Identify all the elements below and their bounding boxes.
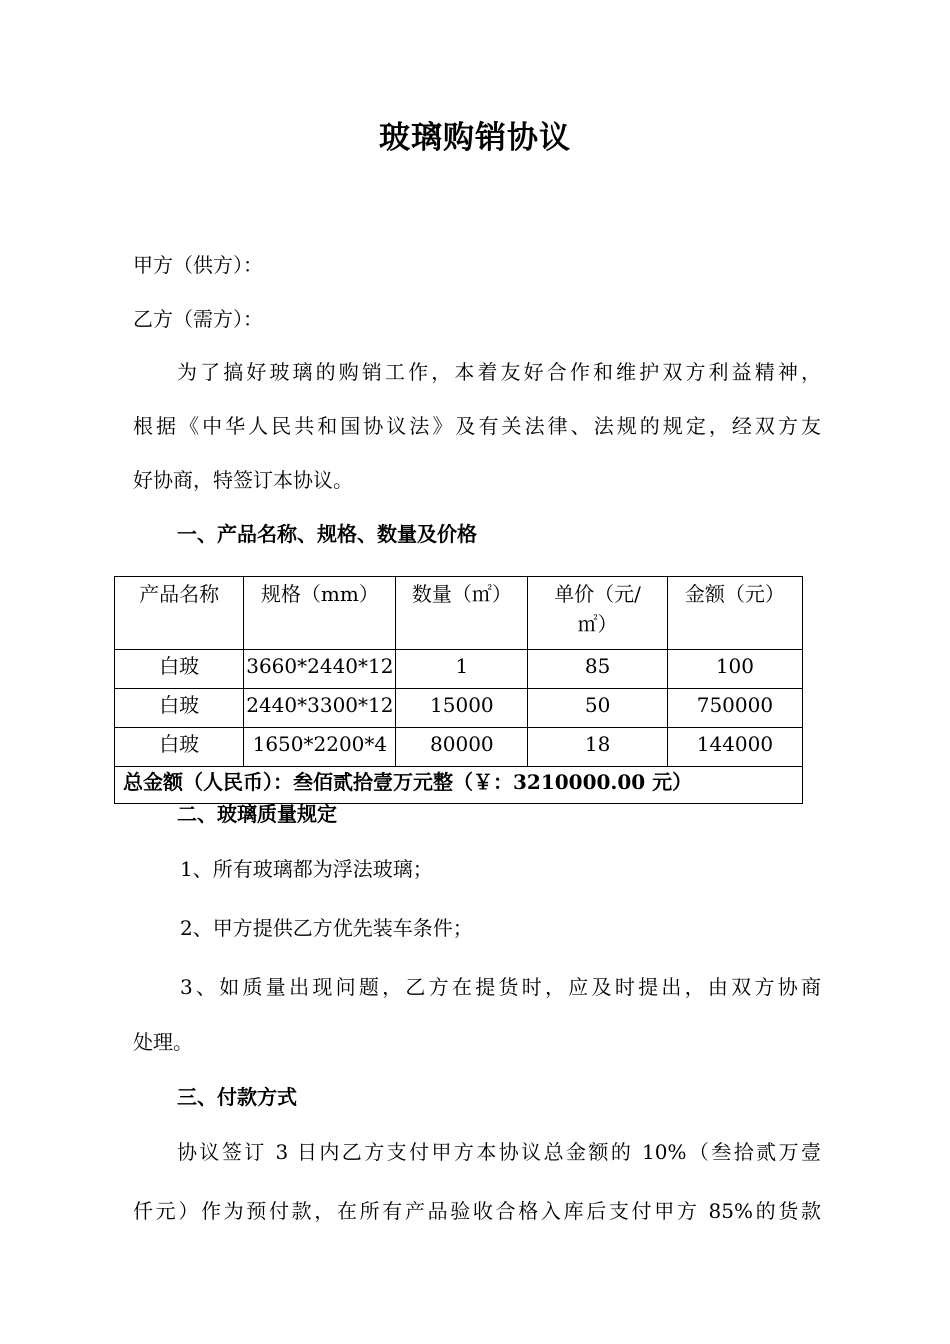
cell-product-name: 白玻 bbox=[115, 728, 244, 767]
cell-unit-price: 18 bbox=[528, 728, 667, 767]
product-table bbox=[114, 576, 803, 804]
cell-quantity: 80000 bbox=[396, 728, 528, 767]
table-header-row bbox=[115, 577, 803, 650]
intro-line-1: 为了搞好玻璃的购销工作，本着友好合作和维护双方利益精神， bbox=[177, 360, 821, 384]
header-quantity: 数量（㎡） bbox=[396, 577, 528, 650]
payment-line-1: 协议签订 3 日内乙方支付甲方本协议总金额的 10%（叁拾贰万壹 bbox=[177, 1140, 821, 1164]
quality-item-2: 2、甲方提供乙方优先装车条件； bbox=[180, 916, 473, 940]
cell-product-name: 白玻 bbox=[115, 689, 244, 728]
quality-item-3-line-2: 处理。 bbox=[133, 1030, 193, 1054]
payment-line-2: 仟元）作为预付款，在所有产品验收合格入库后支付甲方 85%的货款 bbox=[133, 1199, 821, 1223]
intro-line-3: 好协商，特签订本协议。 bbox=[133, 468, 353, 492]
table-row bbox=[115, 650, 803, 689]
table-total-row bbox=[115, 767, 803, 804]
cell-spec: 3660*2440*12 bbox=[244, 650, 396, 689]
section3-heading: 三、付款方式 bbox=[177, 1085, 297, 1109]
quality-item-3-line-1: 3、如质量出现问题，乙方在提货时，应及时提出，由双方协商 bbox=[180, 975, 821, 999]
table-row bbox=[115, 728, 803, 767]
section1-heading: 一、产品名称、规格、数量及价格 bbox=[177, 522, 477, 546]
header-product-name: 产品名称 bbox=[115, 577, 244, 650]
cell-amount: 750000 bbox=[667, 689, 802, 728]
cell-product-name: 白玻 bbox=[115, 650, 244, 689]
header-unit-price-text: 单价（元/㎡） bbox=[554, 582, 641, 636]
header-amount: 金额（元） bbox=[667, 577, 802, 650]
intro-line-2: 根据《中华人民共和国协议法》及有关法律、法规的规定，经双方友 bbox=[133, 414, 821, 438]
header-spec: 规格（mm） bbox=[244, 577, 396, 650]
cell-quantity: 1 bbox=[396, 650, 528, 689]
cell-amount: 100 bbox=[667, 650, 802, 689]
party-a-label: 甲方（供方）： bbox=[133, 253, 263, 277]
cell-amount: 144000 bbox=[667, 728, 802, 767]
section2-heading: 二、玻璃质量规定 bbox=[177, 802, 337, 826]
quality-item-1: 1、所有玻璃都为浮法玻璃； bbox=[180, 857, 433, 881]
party-b-label: 乙方（需方）： bbox=[133, 307, 263, 331]
cell-unit-price: 50 bbox=[528, 689, 667, 728]
total-amount: 总金额（人民币）：叁佰贰拾壹万元整（￥：3210000.00 元） bbox=[115, 767, 803, 804]
document-title: 玻璃购销协议 bbox=[379, 120, 571, 156]
cell-quantity: 15000 bbox=[396, 689, 528, 728]
cell-spec: 2440*3300*12 bbox=[244, 689, 396, 728]
cell-unit-price: 85 bbox=[528, 650, 667, 689]
header-unit-price bbox=[528, 577, 667, 650]
table-row bbox=[115, 689, 803, 728]
cell-spec: 1650*2200*4 bbox=[244, 728, 396, 767]
